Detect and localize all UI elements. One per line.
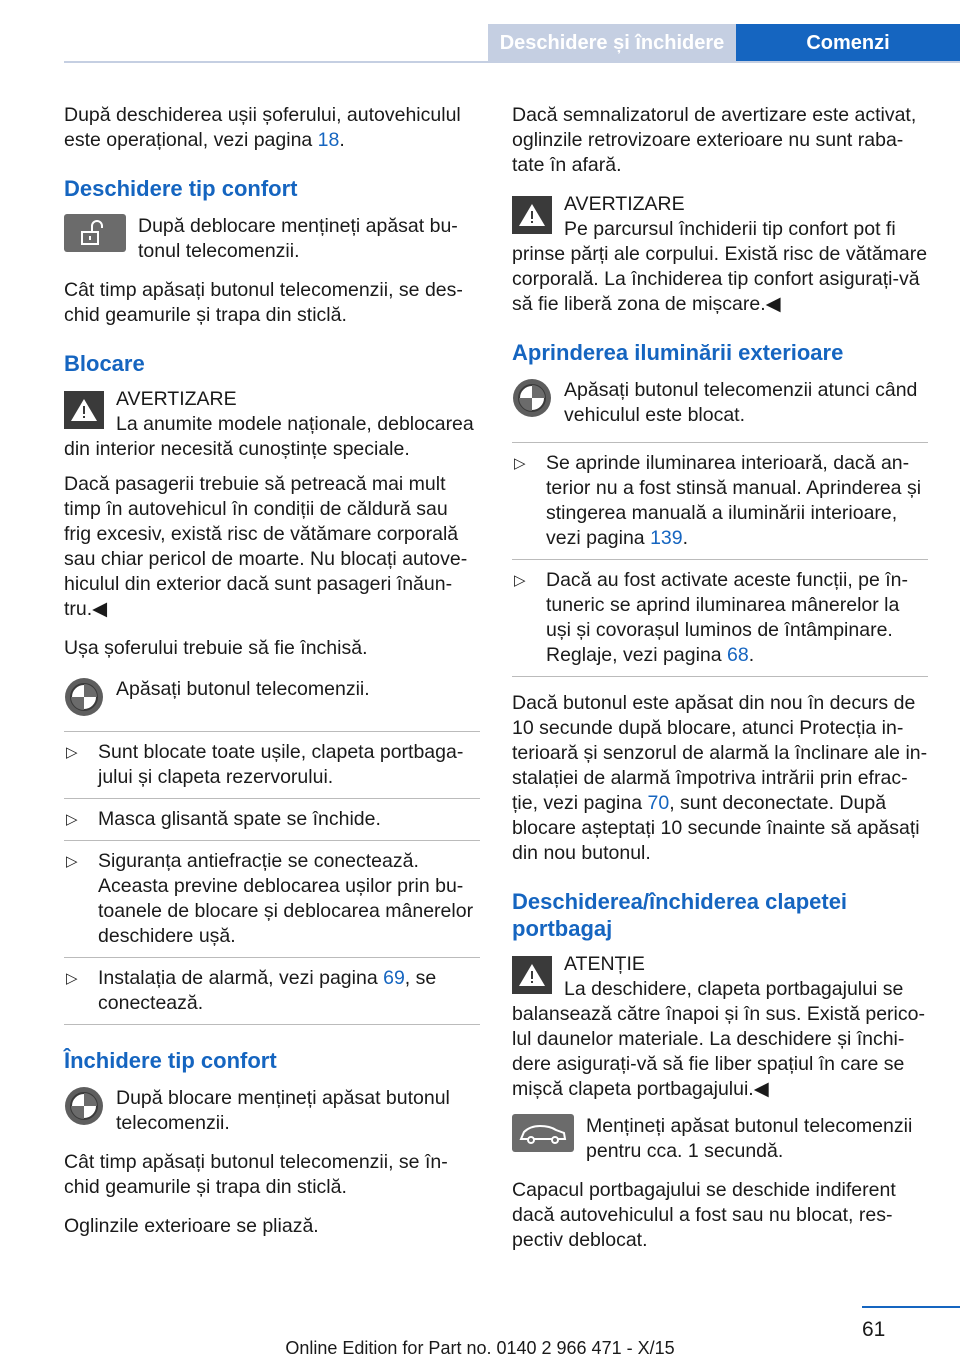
bullet-triangle-icon: ▷ [514, 572, 526, 589]
list-item: ▷ Se aprinde iluminarea interioară, dacă an‐terior nu a fost stinsă manual. Aprinderea și stingerea manuală a iluminării interioare, vezi pagina 139. [512, 443, 928, 560]
warning-triangle-icon [512, 956, 552, 994]
header-section-tab: Deschidere și închidere [488, 24, 736, 62]
page-link-68[interactable]: 68 [727, 644, 749, 666]
mirrors-warning-intro: Dacă semnalizatorul de avertizare este activat, oglinzile retrovizoare exterioare nu sunt raba‐tate în afară. [512, 104, 917, 176]
exterior-lights-instruction: Apăsați butonul telecomenzii atunci când vehiculul este blocat. [512, 376, 928, 428]
bullet-triangle-icon: ▷ [66, 853, 78, 870]
right-column [512, 103, 928, 1267]
list-item: ▷ Siguranța antiefracție se conectează. Aceasta previne deblocarea ușilor prin bu‐toanele de blocare și deblocarea mânerelor deschidere ușă. [64, 841, 480, 958]
trunk-opening-text: Capacul portbagajului se deschide indiferent dacă autovehiculul a fost sau nu blocat, res‐pectiv deblocat. [512, 1179, 896, 1251]
intro-paragraph: După deschiderea ușii șoferului, autovehiculul este operațional, vezi pagina 18. [64, 104, 461, 151]
list-item: ▷ Instalația de alarmă, vezi pagina 69, se conectează. [64, 958, 480, 1025]
left-column [64, 103, 480, 1253]
comfort-closing-text: Cât timp apăsați butonul telecomenzii, se în‐chid geamurile și trapa din sticlă. [64, 1151, 448, 1198]
remote-control-button-icon [512, 378, 552, 418]
list-item: ▷ Sunt blocate toate ușile, clapeta portbaga‐jului și clapeta rezervorului. [64, 732, 480, 799]
comfort-opening-text: Cât timp apăsați butonul telecomenzii, se des‐chid geamurile și trapa din sticlă. [64, 279, 463, 326]
driver-door-text: Ușa șoferului trebuie să fie închisă. [64, 637, 368, 659]
bullet-triangle-icon: ▷ [66, 970, 78, 987]
edition-footer: Online Edition for Part no. 0140 2 966 471 - X/15 [285, 1338, 675, 1358]
mirrors-fold-text: Oglinzile exterioare se pliază. [64, 1215, 319, 1237]
heading-exterior-lights: Aprinderea iluminării exterioare [512, 340, 844, 365]
warning-title: AVERTIZARE [116, 388, 237, 410]
bullet-triangle-icon: ▷ [514, 455, 526, 472]
alarm-deactivation-text: Dacă butonul este apăsat din nou în decurs de 10 secunde după blocare, atunci Protecția in‐terioară și senzorul de alarmă la înclinare ale in‐stalației de alarmă împotriva intrării prin efrac‐ție, vezi pagina 70, sunt deconectate. După blocare așteptați 10 secunde înainte să apăsați din nou butonul. [512, 692, 928, 864]
car-trunk-button-icon [512, 1114, 574, 1152]
header-chapter-tab: Comenzi [736, 24, 960, 62]
heading-trunk-lid: Deschiderea/închiderea clapetei portbagaj [512, 889, 848, 941]
heading-locking: Blocare [64, 351, 145, 376]
comfort-closing-instruction: După blocare mențineți apăsat butonul telecomenzii. [64, 1084, 480, 1136]
header-divider [64, 61, 960, 63]
page-link-69[interactable]: 69 [383, 967, 405, 989]
warning-block [512, 192, 928, 317]
unlock-button-icon [64, 214, 126, 252]
bullet-triangle-icon: ▷ [66, 811, 78, 828]
warning-title: AVERTIZARE [564, 193, 685, 215]
lights-effects-list [512, 442, 928, 677]
page-link-18[interactable]: 18 [317, 129, 340, 151]
remote-control-button-icon [64, 1086, 104, 1126]
warning-triangle-icon [512, 196, 552, 234]
bullet-triangle-icon: ▷ [66, 744, 78, 761]
locking-instruction: Apăsați butonul telecomenzii. [64, 675, 480, 717]
remote-control-button-icon [64, 677, 104, 717]
warning-text: La anumite modele naționale, deblocarea din interior necesită cunoștințe speciale. [64, 413, 474, 460]
comfort-opening-instruction: După deblocare mențineți apăsat bu‐tonul telecomenzii. [64, 212, 480, 264]
heading-comfort-opening: Deschidere tip confort [64, 176, 298, 201]
warning-text: Pe parcursul închiderii tip confort pot fi prinse părți ale corpului. Există risc de vătămare corporală. La închiderea tip confort asigurați-vă să fie liberă zona de mișcare.◀ [512, 218, 928, 315]
locking-effects-list [64, 731, 480, 1025]
footer-divider [862, 1306, 960, 1308]
locking-risk-text: Dacă pasagerii trebuie să petreacă mai mult timp în autovehicul în condiții de căldură sau frig excesiv, există risc de vătămare corporală sau chiar pericol de moarte. Nu blocați autove‐hiculul din exterior dacă sunt pasageri înăun‐tru.◀ [64, 473, 468, 620]
page-link-70[interactable]: 70 [647, 792, 670, 814]
caution-title: ATENȚIE [564, 953, 645, 975]
page-number: 61 [862, 1318, 886, 1341]
page-link-139[interactable]: 139 [650, 527, 683, 549]
caution-block [512, 952, 928, 1102]
list-item: ▷ Dacă au fost activate aceste funcții, pe în‐tuneric se aprind iluminarea mânerelor la uși și covorașul luminos de întâmpinare. Reglaje, vezi pagina 68. [512, 560, 928, 677]
heading-comfort-closing: Închidere tip confort [64, 1048, 277, 1073]
trunk-instruction: Mențineți apăsat butonul telecomenzii pentru cca. 1 secundă. [512, 1112, 928, 1164]
list-item: ▷ Masca glisantă spate se închide. [64, 799, 480, 841]
warning-block [64, 387, 480, 462]
caution-text: La deschidere, clapeta portbagajului se balansează către înapoi și în sus. Există perico‐lul daunelor materiale. La deschidere și închi‐dere asigurați-vă să fie liber spațiul în care se mișcă clapeta portbagajului.◀ [512, 978, 925, 1100]
warning-triangle-icon [64, 391, 104, 429]
